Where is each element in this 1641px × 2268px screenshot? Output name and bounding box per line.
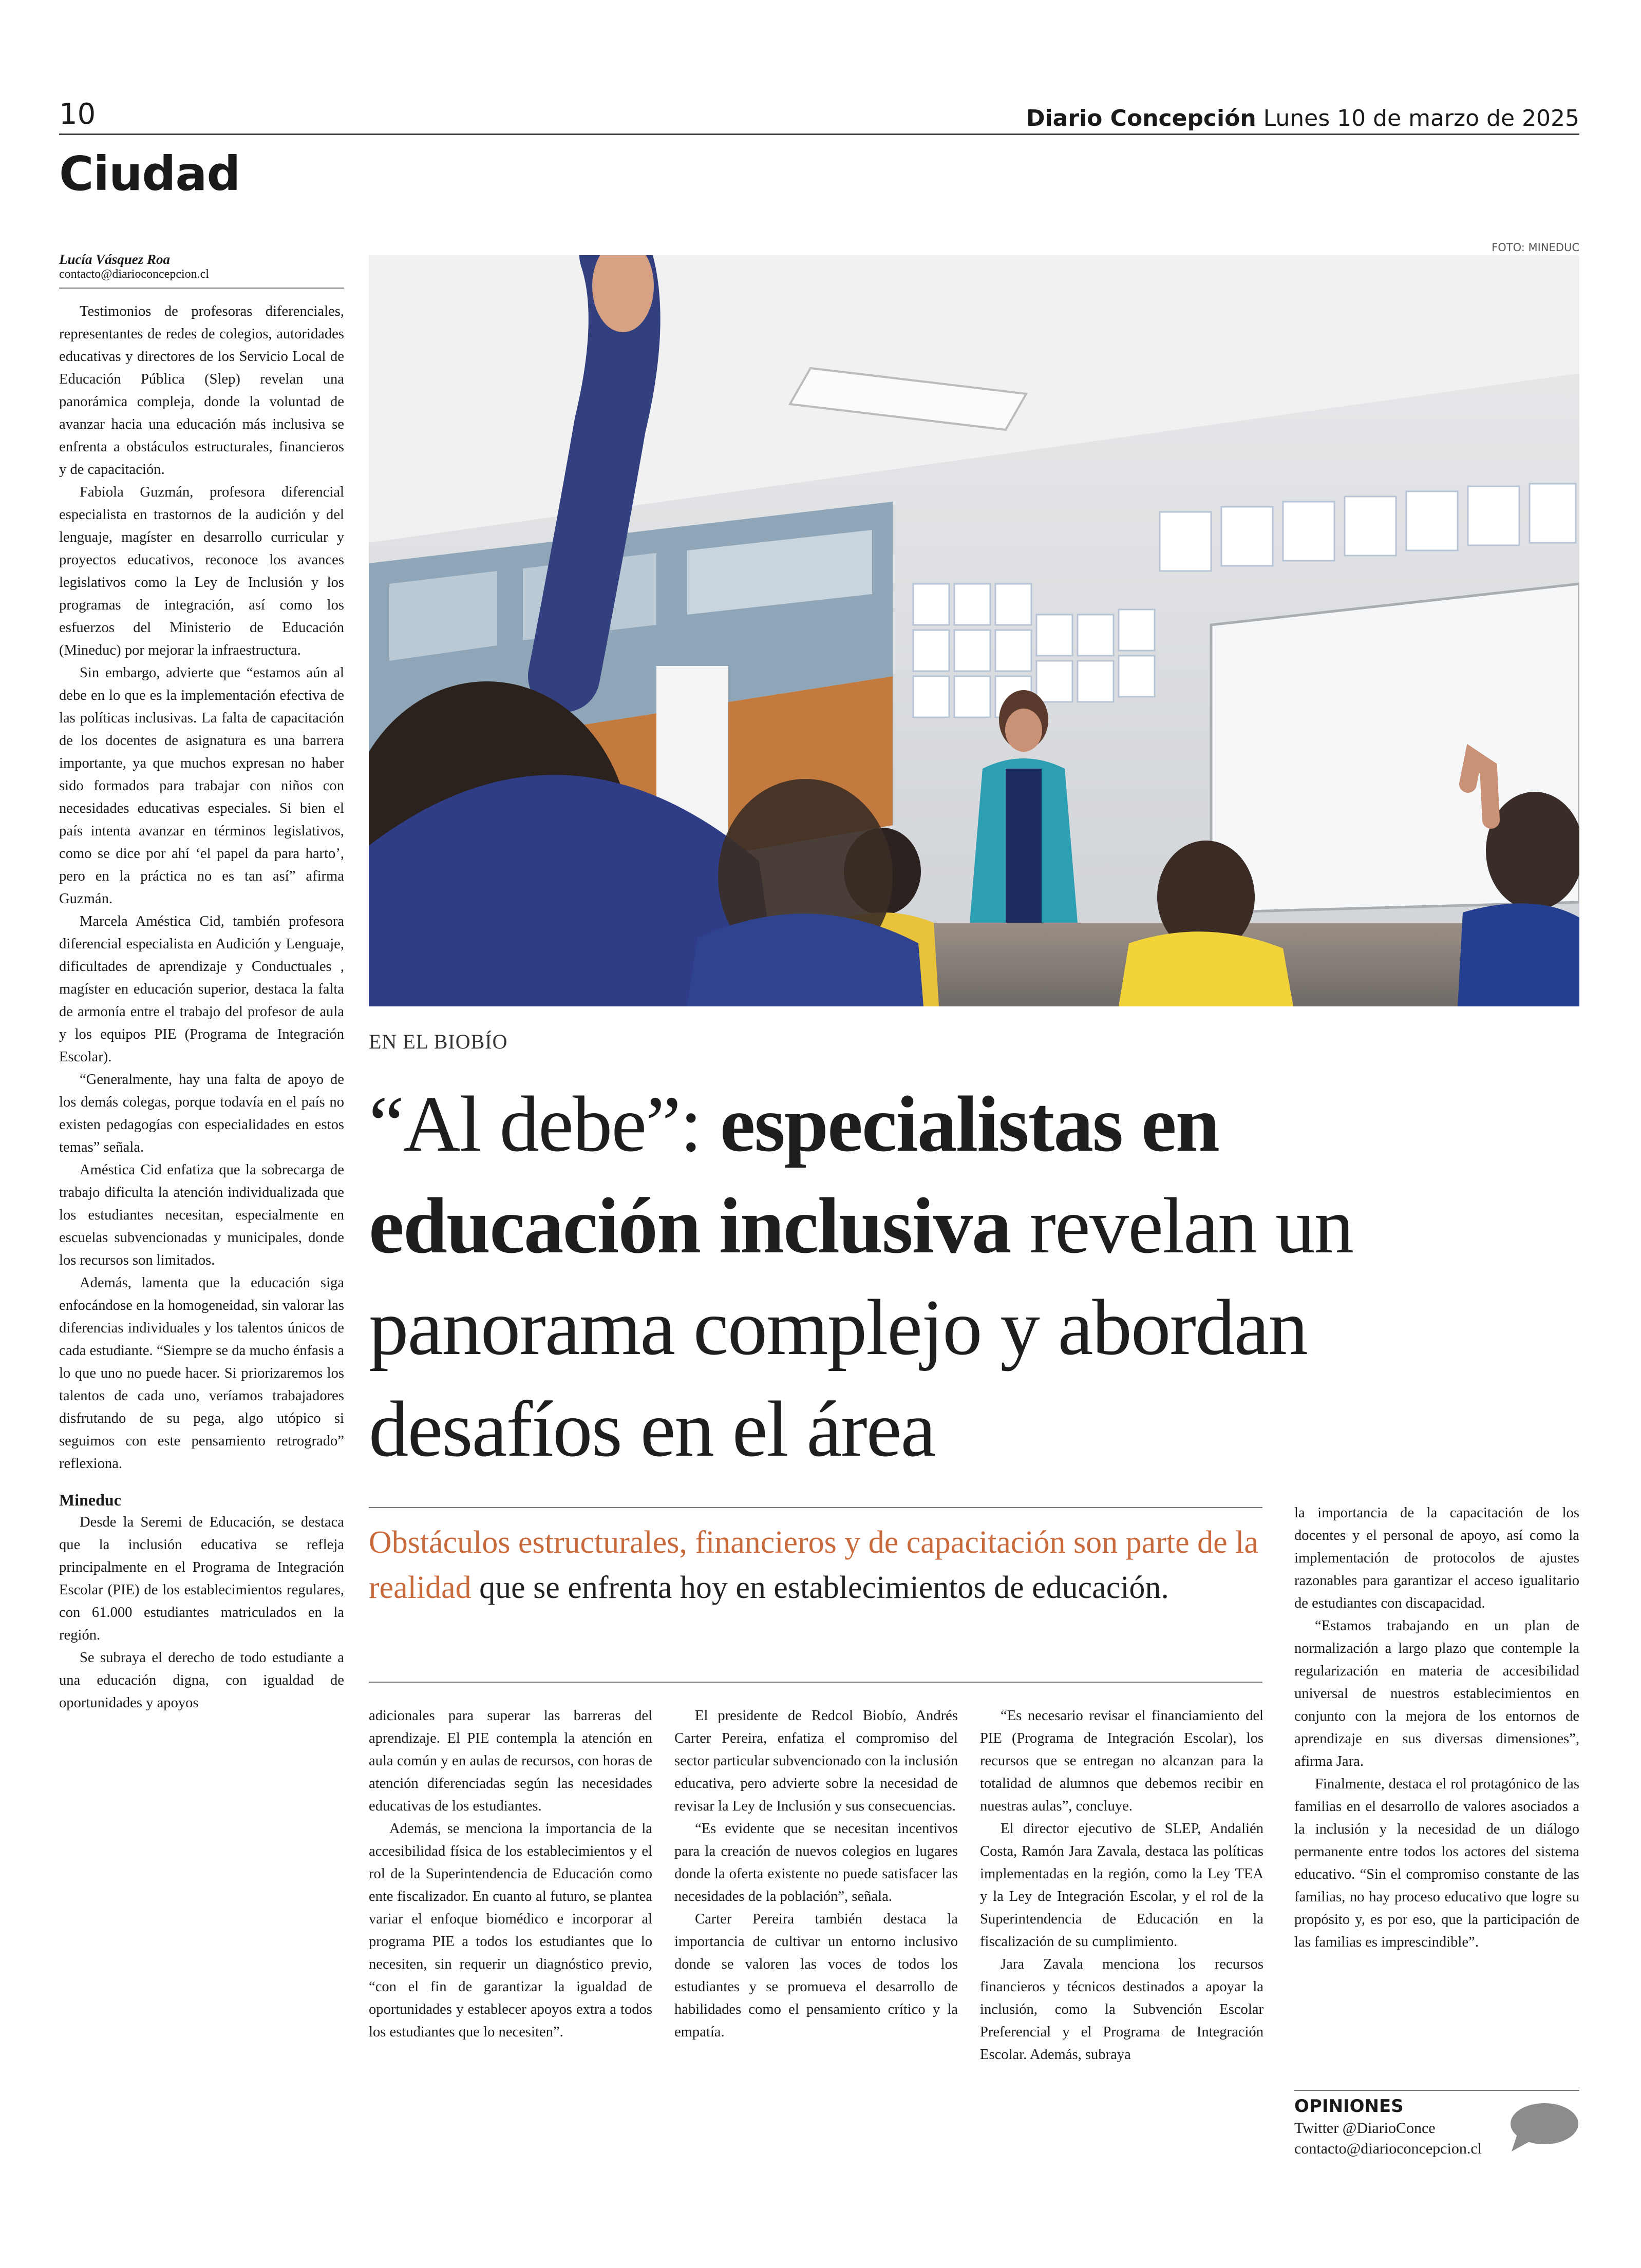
article-column-1 <box>59 300 344 1714</box>
paragraph: Sin embargo, advierte que “estamos aún al debe en lo que es la implementación efectiva de las políticas inclusivas. La falta de capacitación de los docentes de asignatura es una barrera importante, ya que muchos expresan no haber sido formados para trabajar con niños con necesidades educativas especiales. Si bien el país intenta avanzar en términos legislativos, como se dice por ahí ‘el papel da para harto’, pero en la práctica no es tan así” afirma Guzmán. <box>59 665 344 907</box>
photo-credit: FOTO: MINEDUC <box>1492 241 1579 254</box>
paragraph: El director ejecutivo de SLEP, Andalién Costa, Ramón Jara Zavala, destaca las políticas implementadas en la región, como la Ley TEA y la Ley de Integración Escolar, y el rol de la Superintendencia de Educación en la fiscalización de su cumplimiento. <box>980 1821 1263 1950</box>
paragraph: Se subraya el derecho de todo estudiante a una educación digna, con igualdad de oportunidades y apoyos <box>59 1650 344 1711</box>
article-column-3 <box>674 1705 958 2044</box>
author-email: contacto@diarioconcepcion.cl <box>59 268 209 281</box>
paragraph: Además, se menciona la importancia de la accesibilidad física de los establecimientos y el rol de la Superintendencia de Educación como ente fiscalizador. En cuanto al futuro, se plantea variar el enfoque biomédico e incorporar al programa PIE a todos los estudiantes que lo necesiten, sin requerir un diagnóstico previo, “con el fin de garantizar la igualdad de oportunidades y establecer apoyos extra a todos los estudiantes que lo necesiten”. <box>369 1821 652 2040</box>
paragraph: Marcela Améstica Cid, también profesora diferencial especialista en Audición y Lenguaje, dificultades de aprendizaje y Conductuales , magíster en educación superior, destaca la falta de armonía entre el trabajo del profesor de aula y los equipos PIE (Programa de Integración Escolar). <box>59 913 344 1065</box>
paragraph: Testimonios de profesoras diferenciales, representantes de redes de colegios, autoridades educativas y directores de los Servicio Local de Educación Pública (Slep) revelan una panorámica compleja, donde la voluntad de avanzar hacia una educación más inclusiva se enfrenta a obstáculos estructurales, financieros y de capacitación. <box>59 303 344 478</box>
opinions-email: contacto@diarioconcepcion.cl <box>1294 2140 1482 2157</box>
headline-bold: especialistas en educación inclusiva <box>369 1080 1219 1270</box>
deck-rest: que se enfrenta hoy en establecimientos de educación. <box>471 1570 1169 1605</box>
section-title: Ciudad <box>59 146 240 201</box>
article-column-2 <box>369 1705 652 2044</box>
paragraph: Améstica Cid enfatiza que la sobrecarga de trabajo dificulta la atención individualizada que los estudiantes necesitan, especialmente en escuelas subvencionadas y municipales, donde los recursos son limitados. <box>59 1162 344 1268</box>
headline-separator: : <box>680 1080 720 1168</box>
deck-rule <box>369 1507 1262 1508</box>
paragraph: adicionales para superar las barreras del aprendizaje. El PIE contempla la atención en aula común y en aulas de recursos, con horas de atención diferenciadas según las necesidades educativas de los estudiantes. <box>369 1708 652 1814</box>
paragraph: Desde la Seremi de Educación, se destaca que la inclusión educativa se refleja principalmente en el Programa de Integración Escolar (PIE) de los establecimientos regulares, con 61.000 estudiantes matriculados en la región. <box>59 1514 344 1643</box>
deck <box>369 1520 1262 1610</box>
paragraph: “Es evidente que se necesitan incentivos para la creación de nuevos colegios en lugares donde la oferta existente no puede satisfacer las necesidades de la población”, señala. <box>674 1821 958 1904</box>
author-name: Lucía Vásquez Roa <box>59 252 171 267</box>
classroom-photo <box>369 255 1579 1006</box>
subheading: Mineduc <box>59 1491 121 1509</box>
classroom-photo-illustration <box>369 255 1579 1006</box>
paragraph: Finalmente, destaca el rol protagónico de las familias en el desarrollo de valores asociados a la inclusión y la necesidad de un diálogo permanente entre todos los actores del sistema educativo. “Sin el compromiso constante de las familias, no hay proceso educativo que logre su propósito y, es por eso, que la participación de las familias es imprescindible”. <box>1294 1776 1579 1950</box>
headline <box>369 1073 1550 1480</box>
paragraph: la importancia de la capacitación de los docentes y el personal de apoyo, así como la implementación de protocolos de ajustes razonables para garantizar el acceso igualitario de estudiantes con discapacidad. <box>1294 1505 1579 1611</box>
page-number: 10 <box>59 98 96 131</box>
deck-accent: Obstáculos estructurales, financieros y de capacitación son parte de la realidad <box>369 1525 1258 1605</box>
article-column-5 <box>1294 1502 1579 1954</box>
paragraph: “Es necesario revisar el financiamiento del PIE (Programa de Integración Escolar), los recursos que se entregan no alcanzan para la totalidad de alumnos que debemos recibir en nuestras aulas”, concluye. <box>980 1708 1263 1814</box>
opinions-twitter: Twitter @DiarioConce <box>1294 2120 1436 2137</box>
paragraph: Fabiola Guzmán, profesora diferencial especialista en trastornos de la audición y del lenguaje, magíster en desarrollo curricular y proyectos educativos, reconoce los avances legislativos como la Ley de Inclusión y los programas de integración, así como los esfuerzos del Ministerio de Educación (Mineduc) por mejorar la infraestructura. <box>59 484 344 658</box>
paragraph: El presidente de Redcol Biobío, Andrés Carter Pereira, enfatiza el compromiso del sector particular subvencionado con la inclusión educativa, pero advierte sobre la necesidad de revisar la Ley de Inclusión y sus consecuencias. <box>674 1708 958 1814</box>
columns-rule <box>369 1682 1262 1683</box>
headline-quote: “Al debe” <box>369 1080 680 1168</box>
paragraph: Jara Zavala menciona los recursos financieros y técnicos destinados a apoyar la inclusión, como la Subvención Escolar Preferencial y el Programa de Integración Escolar. Además, subraya <box>980 1956 1263 2063</box>
header-rule <box>59 134 1579 135</box>
speech-bubble-icon <box>1507 2101 1579 2152</box>
opinions-label: OPINIONES <box>1294 2096 1404 2117</box>
masthead <box>1026 105 1579 131</box>
headline-rest: revelan un panorama complejo y abordan desafíos en el área <box>369 1181 1353 1473</box>
byline <box>59 252 344 281</box>
kicker: EN EL BIOBÍO <box>369 1030 508 1053</box>
byline-rule <box>59 288 344 289</box>
newspaper-name: Diario Concepción <box>1026 105 1256 131</box>
paragraph: Además, lamenta que la educación siga enfocándose en la homogeneidad, sin valorar las diferencias individuales y los talentos únicos de cada estudiante. “Siempre se da mucho énfasis a lo que uno no puede hacer. Si priorizaremos los talentos de cada uno, veríamos trabajadores disfrutando de su pega, algo utópico si seguimos con este pensamiento retrogrado” reflexiona. <box>59 1275 344 1472</box>
paragraph: “Estamos trabajando en un plan de normalización a largo plazo que contemple la regularización en materia de accesibilidad universal de nuestros establecimientos en conjunto con la mejora de los entornos de aprendizaje en sus diversas dimensiones”, afirma Jara. <box>1294 1618 1579 1769</box>
article-column-4 <box>980 1705 1263 2066</box>
paragraph: “Generalmente, hay una falta de apoyo de los demás colegas, porque todavía en el país no existen pedagogías con especialidades en estos temas” señala. <box>59 1072 344 1155</box>
opinions-rule <box>1294 2090 1579 2091</box>
issue-date: Lunes 10 de marzo de 2025 <box>1263 105 1579 131</box>
paragraph: Carter Pereira también destaca la importancia de cultivar un entorno inclusivo donde se valoren las voces de todos los estudiantes y se promueva el desarrollo de habilidades como el pensamiento crítico y la empatía. <box>674 1911 958 2040</box>
